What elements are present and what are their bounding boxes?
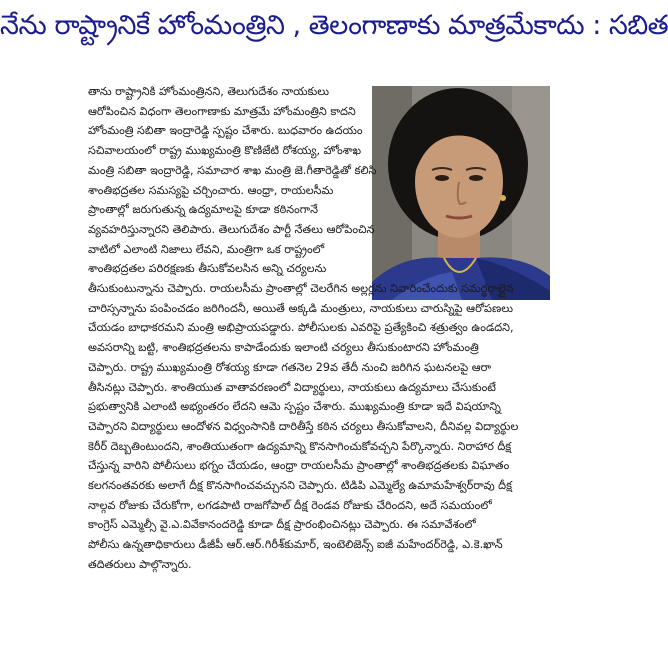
- article-line: చేస్తున్న వారిని పోలీసులు భగ్నం చేయడం, ఆంధ్రా రాయలసీమ ప్రాంతాల్లో శాంతిభద్రతలకు విఘాతం: [88, 459, 510, 473]
- article-line: అవసరాన్ని బట్టి, శాంతిభద్రతలను కాపాడేందుకు ఇలాంటి చర్యలు తీసుకుంటారని హోంమంత్రి: [88, 341, 479, 355]
- article-line: వాటిలో ఎలాంటి నిజాలు లేవని, మంత్రిగా ఒక రాష్ట్రంలో: [88, 242, 325, 256]
- article-line: ఆరోపించిన విధంగా తెలంగాణాకు మాత్రమే హోంమంత్రిని కాదని: [88, 104, 356, 118]
- article-line: చెప్పారని విద్యార్థులు ఆందోళన విధ్వంసానికి దారితీస్తే కఠిన చర్యలు తీసుకోవాలని, దీనివల్ల విద్యార్థుల: [88, 419, 519, 433]
- article-line: శాంతిభద్రతల సమస్యపై చర్చించారు. ఆంధ్రా, రాయలసీమ: [88, 183, 334, 197]
- article-line: శాంతిభద్రతల పరిరక్షణకు తీసుకోవలసిన అన్ని చర్యలను: [88, 262, 327, 276]
- article-line: కలగనంతవరకు అలాగే దీక్ష కొనసాగించవచ్చునని చెప్పారు. టిడిపి ఎమ్మెల్యే ఉమామహేశ్వర్‌రావు దీక్ష: [88, 479, 512, 493]
- article-line: కెరీర్ దెబ్బతింటుందని, శాంతియుతంగా ఉద్యమాన్ని కొనసాగించుకోవచ్చని పేర్కొన్నారు. నిరాహార దీక్ష: [88, 439, 512, 453]
- article-body: [88, 82, 544, 575]
- article-line: ప్రభుత్వానికి ఎలాంటి అభ్యంతరం లేదని ఆమె స్పష్టం చేశారు. ముఖ్యమంత్రి కూడా ఇదే విషయాన్ని: [88, 400, 501, 414]
- article-line: తాను రాష్ట్రానికి హోంమంత్రినని, తెలుగుదేశం నాయకులు: [88, 85, 330, 98]
- article-line: చేయడం బాధాకరమని మంత్రి అభిప్రాయపడ్డారు. పోలీసులకు ఎవరిపై ప్రత్యేకించి శత్రుత్వం ఉండదని,: [88, 321, 514, 335]
- article-line: హోంమంత్రి సబితా ఇంద్రారెడ్డి స్పష్టం చేశారు. బుధవారం ఉదయం: [88, 124, 363, 138]
- article-line: చారిస్సన్నాను పంపించడం జరిగిందనీ, అయితే అక్కడి మంత్రులు, నాయకులు చారుస్నిపై ఆరోపణలు: [88, 301, 514, 315]
- article-line: తీసుకుంటున్నాను చెప్పారు. రాయలసీమ ప్రాంతాల్లో చెలరేగిన అల్లర్లను నివారించేందుకు సమర్థరాల్లైన: [88, 282, 514, 296]
- article-line: నాల్గవ రోజుకు చేరుకోగా, లగడపాటి రాజగోపాల్ దీక్ష రెండవ రోజుకు చేరిందని, అదే సమయంలో: [88, 498, 492, 512]
- article-line: మంత్రి సబితా ఇంద్రారెడ్డి, సమాచార శాఖ మంత్రి జె.గీతారెడ్డితో కలిసి: [88, 163, 377, 177]
- page-title: నేను రాష్ట్రానికే హోంమంత్రిని , తెలంగాణాకు మాత్రమేకాదు : సబిత: [0, 10, 668, 41]
- article-line: తదితరులు పాల్గొన్నారు.: [88, 557, 192, 571]
- article-line: వ్యవహరిస్తున్నారని తెలిపారు. తెలుగుదేశం పార్టీ నేతలు ఆరోపించిన: [88, 222, 375, 236]
- article-line: చెప్పారు. రాష్ట్ర ముఖ్యమంత్రి రోశయ్య కూడా గతనెల 29వ తేదీ నుంచి జరిగిన ఘటనలపై ఆరా: [88, 360, 492, 374]
- article-line: తీసినట్లు చెప్పారు. శాంతియుత వాతావరణంలో విద్యార్థులు, నాయకులు ఉద్యమాలు చేసుకుంటే: [88, 380, 496, 394]
- article-line: కాంగ్రెస్ ఎమ్మెల్సీ వై.ఎ.వివేకానందరెడ్డి కూడా దీక్ష ప్రారంభించినట్లు చెప్పారు. ఈ సమావేశంలో: [88, 518, 476, 532]
- article-line: ప్రాంతాల్లో జరుగుతున్న ఉద్యమాలపై కూడా కఠినంగానే: [88, 203, 318, 217]
- article-line: సచివాలయంలో రాష్ట్ర ముఖ్యమంత్రి కొణిజేటి రోశయ్య, హోంశాఖ: [88, 144, 362, 158]
- article-line: పోలీసు ఉన్నతాధికారులు డీజీపీ ఆర్.ఆర్.గిరీశ్‌కుమార్, ఇంటెలిజెన్స్ ఐజీ మహేందర్‌రెడ్డి, ఎ.కె.ఖాన్: [88, 538, 503, 552]
